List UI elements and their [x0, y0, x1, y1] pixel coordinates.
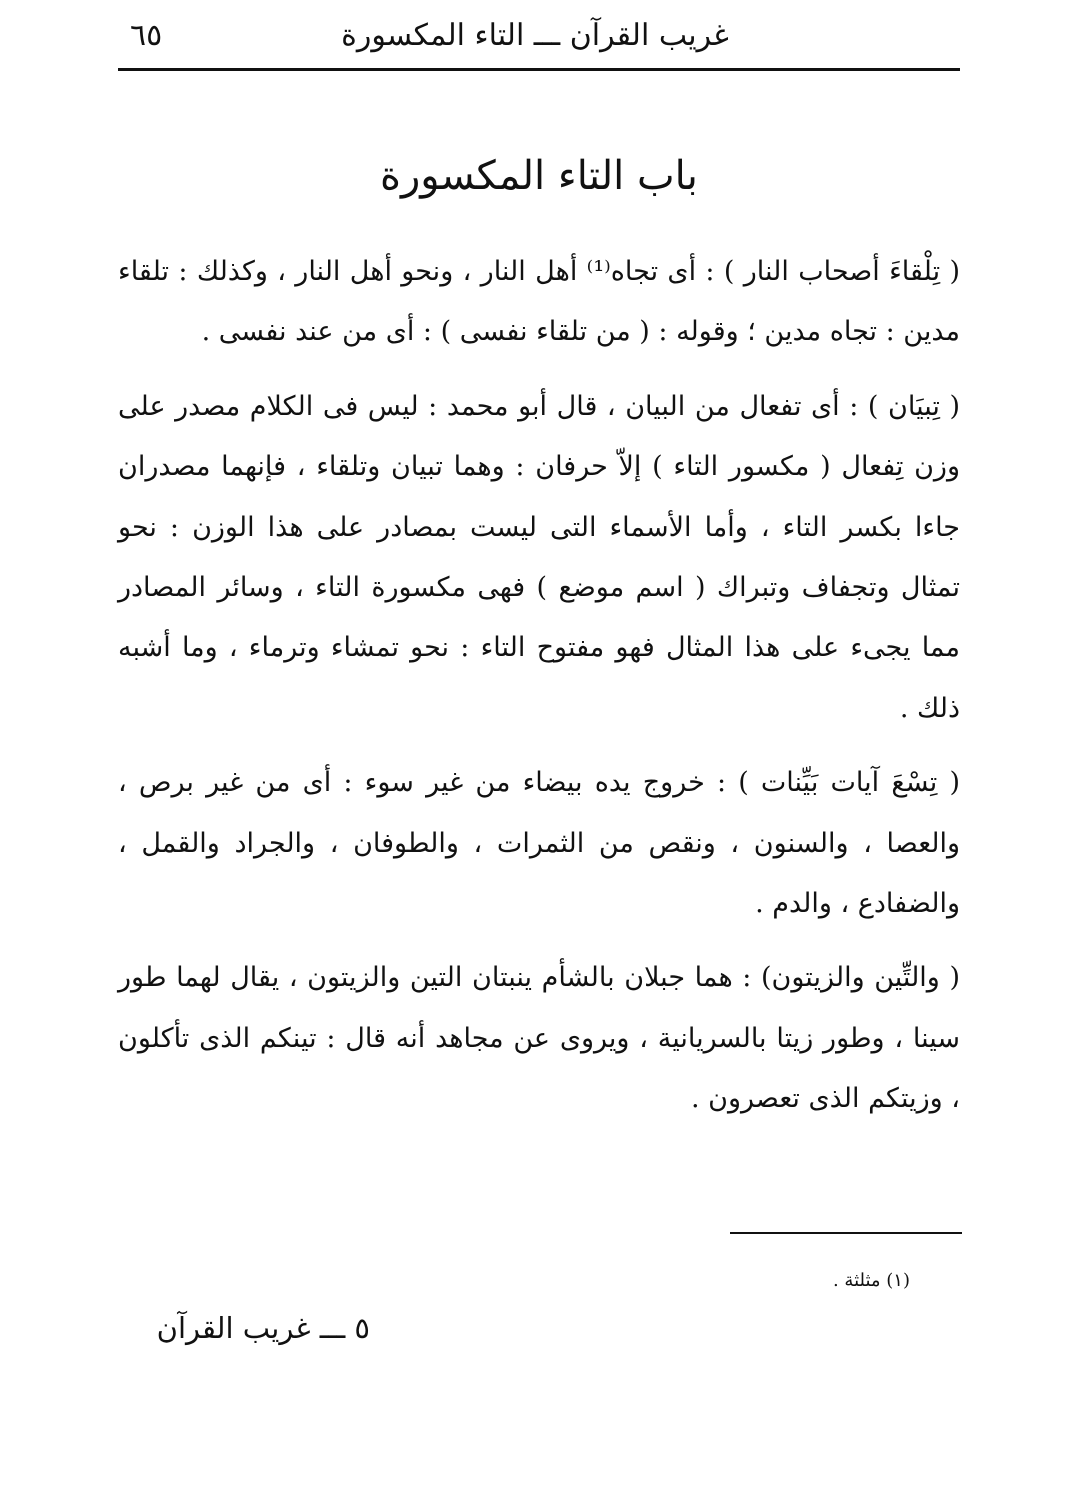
signature-mark: ٥ ـــ غريب القرآن [156, 1311, 370, 1345]
entry-wattin: ( والتِّين والزيتون) : هما جبلان بالشأم ينبتان التين والزيتون ، يقال لهما طور سينا ، وطور زيتا بالسريانية ، ويروى عن مجاهد أنه قال : تينكم الذى تأكلون ، وزيتكم الذى تعصرون . [118, 962, 960, 1115]
page-number: ٦٥ [130, 18, 163, 53]
header-rule [118, 68, 960, 71]
body-text [118, 242, 960, 1144]
entry-tisa-ayat: ( تِسْعَ آيات بَيِّنات ) : خروج يده بيضاء من غير سوء : أى من غير برص ، والعصا ، والسنون ، ونقص من الثمرات ، والطوفان ، والجراد والقمل ، والضفادع ، والدم . [118, 767, 960, 920]
running-title: غريب القرآن ـــ التاء المكسورة [341, 18, 729, 53]
footnote-rule [730, 1232, 962, 1234]
chapter-title: باب التاء المكسورة [380, 153, 698, 199]
entry-tilqaa: ( تِلْقاءَ أصحاب النار ) : أى تجاه⁽¹⁾ أهل النار ، ونحو أهل النار ، وكذلك : تلقاء مدين : تجاه مدين ؛ وقوله : ( من تلقاء نفسى ) : أى من عند نفسى . [118, 256, 960, 348]
entry-tibyan: ( تِبيَان ) : أى تفعال من البيان ، قال أبو محمد : ليس فى الكلام مصدر على وزن تِفعال ( مكسور التاء ) إلاّ حرفان : وهما تبيان وتلقاء ، فإنهما مصدران جاءا بكسر التاء ، وأما الأسماء التى ليست بمصادر على هذا الوزن : نحو تمثال وتجفاف وتبراك ( اسم موضع ) فهى مكسورة التاء ، وسائر المصادر مما يجىء على هذا المثال فهو مفتوح التاء : نحو تمشاء وترماء ، وما أشبه ذلك . [118, 390, 960, 724]
footnote: (١) مثلثة . [832, 1270, 910, 1291]
